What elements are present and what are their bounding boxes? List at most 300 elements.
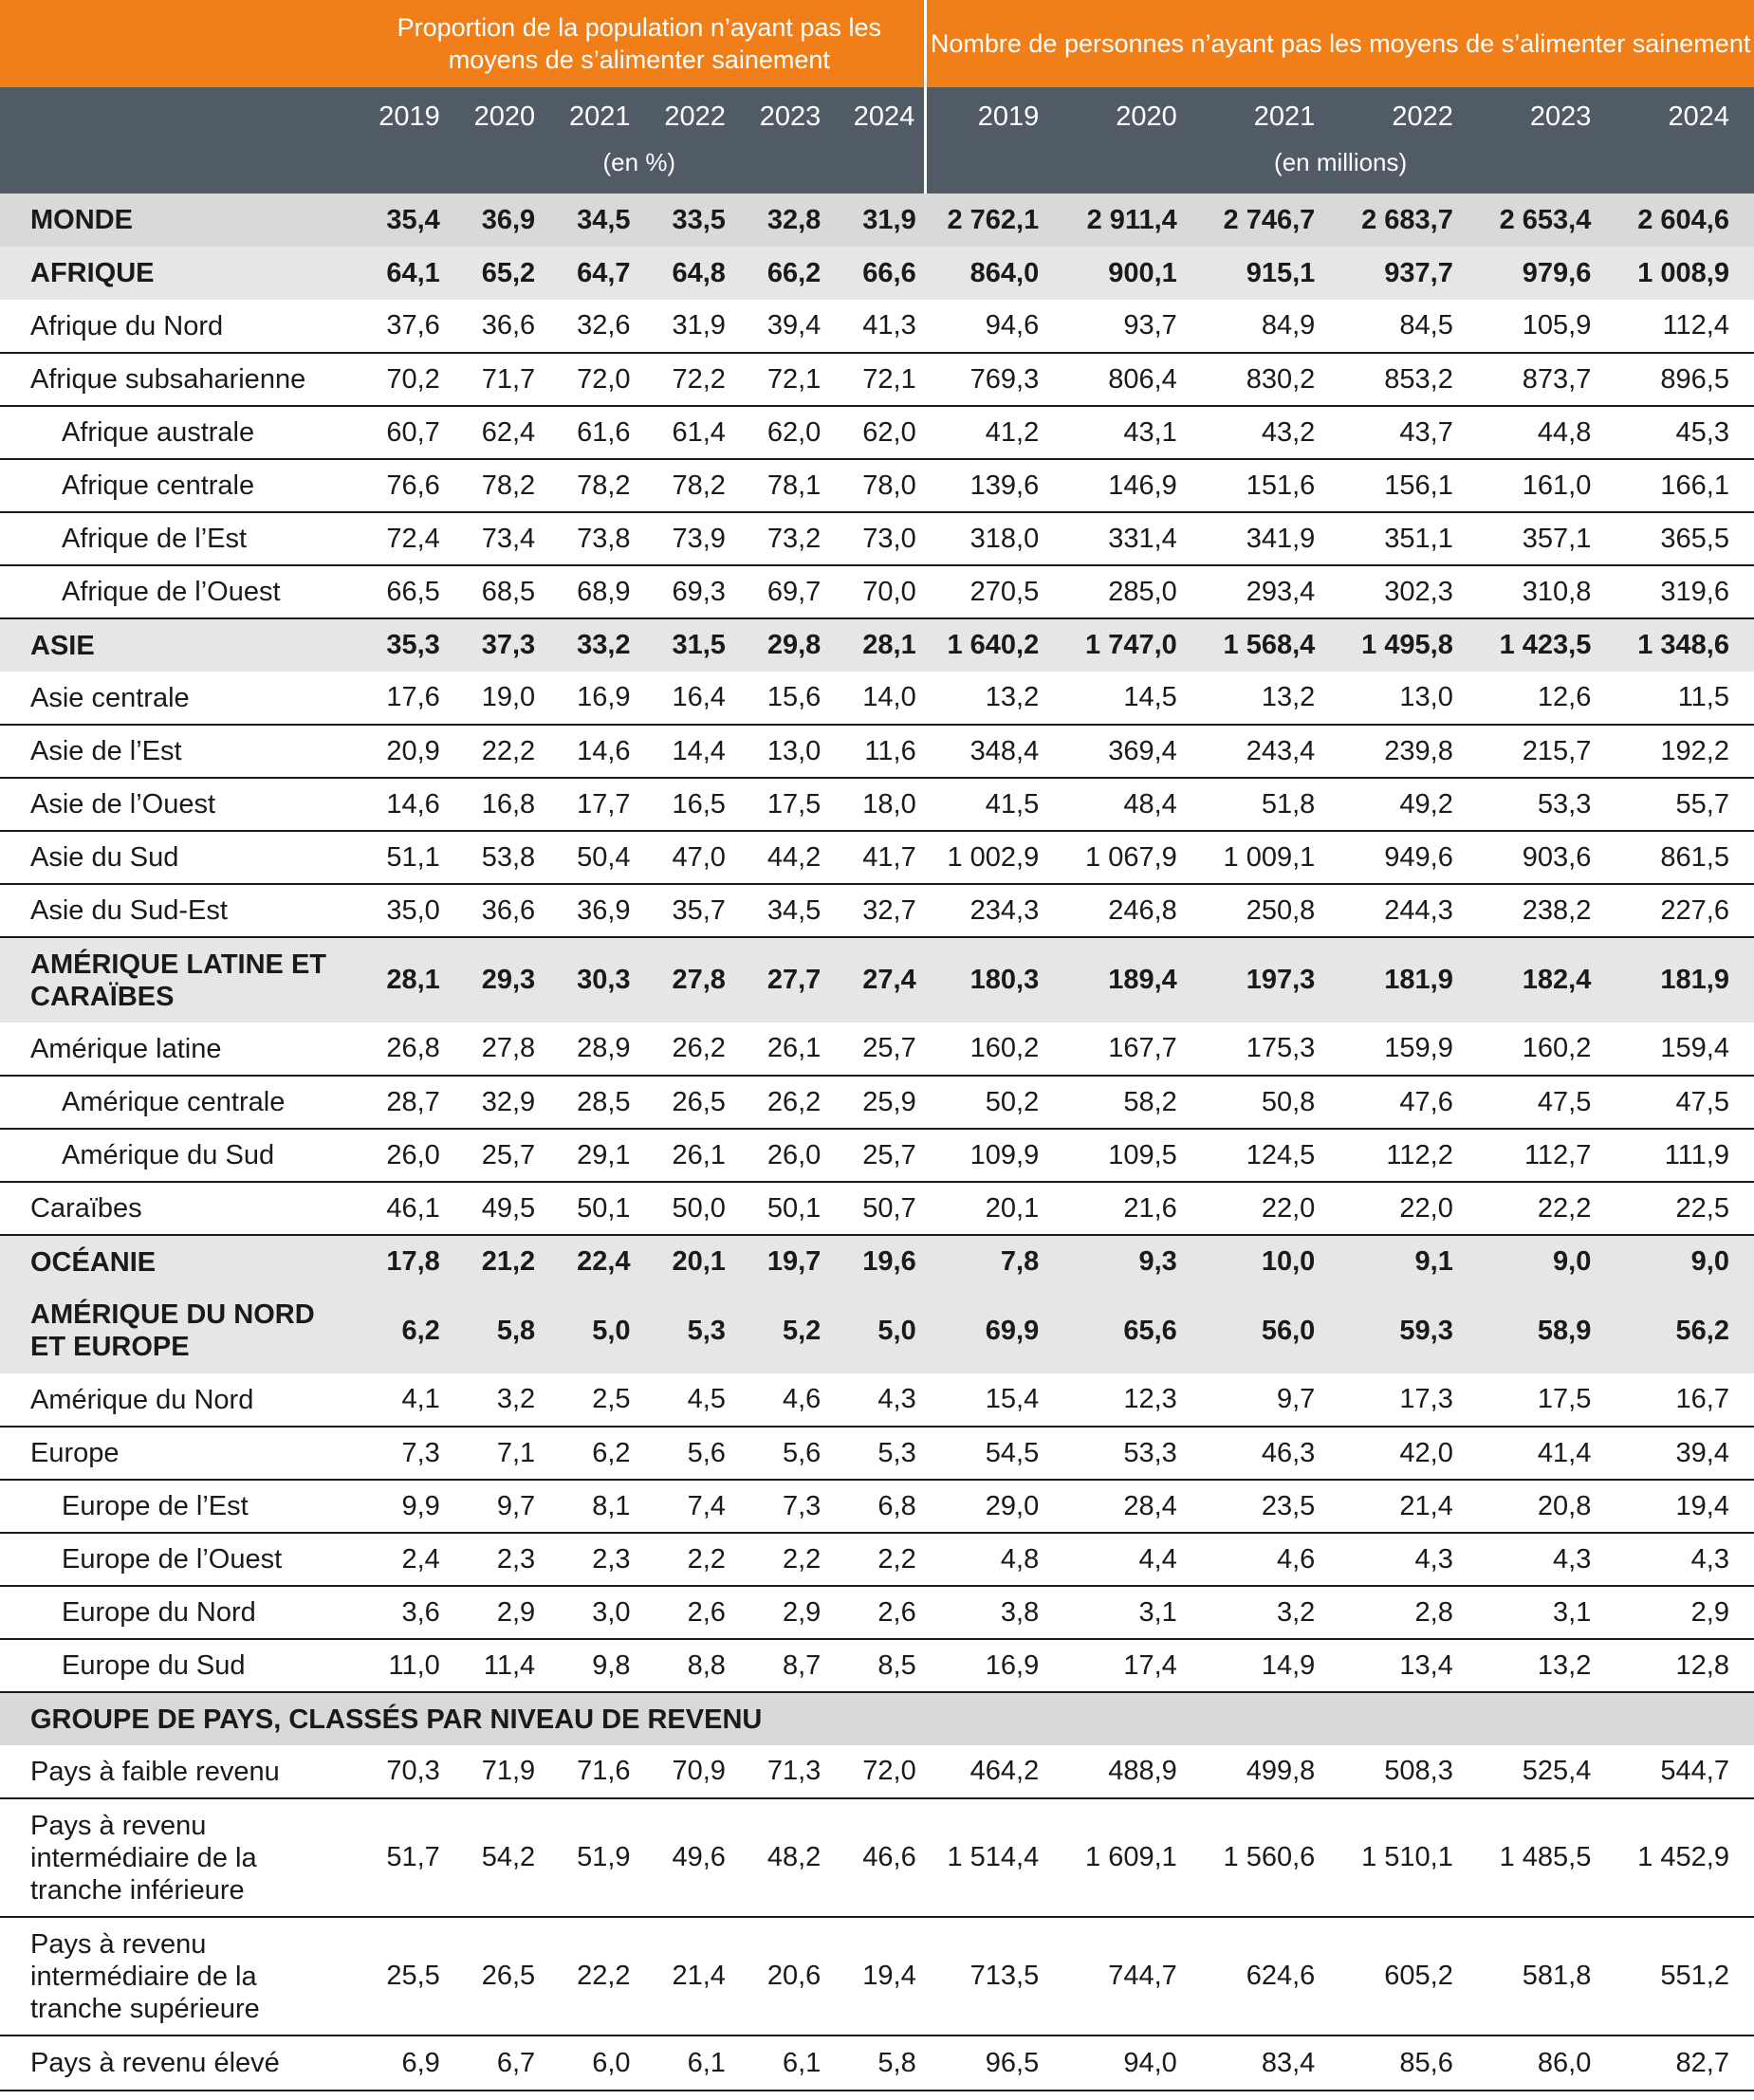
millions-cell: 29,0 [926,1480,1064,1533]
header-blank-cell [0,0,354,87]
millions-cell: 55,7 [1616,778,1754,831]
millions-cell: 22,0 [1202,1182,1340,1235]
percent-cell: 11,6 [830,725,925,778]
millions-cell: 896,5 [1616,353,1754,406]
millions-cell: 1 067,9 [1063,831,1202,884]
millions-cell: 2 746,7 [1202,193,1340,247]
millions-cell: 192,2 [1616,725,1754,778]
row-label: Amérique du Nord [0,1373,354,1427]
percent-cell: 7,4 [640,1480,735,1533]
percent-cell: 5,8 [450,1288,545,1373]
percent-cell: 31,9 [830,193,925,247]
table-row [0,459,1754,512]
millions-cell: 13,2 [1478,1639,1616,1692]
percent-cell: 73,8 [545,512,639,565]
table-row [0,884,1754,937]
percent-cell: 32,7 [830,884,925,937]
row-label: Afrique australe [0,406,354,459]
table-row [0,1235,1754,1288]
millions-cell: 215,7 [1478,725,1616,778]
millions-cell: 53,3 [1063,1427,1202,1480]
percent-cell: 72,1 [830,353,925,406]
percent-cell: 2,5 [545,1373,639,1427]
percent-cell: 16,4 [640,672,735,725]
percent-cell: 71,9 [450,1745,545,1798]
millions-cell: 1 514,4 [926,1798,1064,1917]
millions-cell: 1 560,6 [1202,1798,1340,1917]
row-label: Europe de l’Est [0,1480,354,1533]
percent-cell: 78,0 [830,459,925,512]
percent-cell: 4,5 [640,1373,735,1427]
millions-cell: 915,1 [1202,247,1340,300]
millions-cell: 45,3 [1616,406,1754,459]
table-row [0,1076,1754,1129]
millions-cell: 151,6 [1202,459,1340,512]
percent-cell: 11,0 [354,1639,449,1692]
millions-cell: 43,1 [1063,406,1202,459]
millions-cell: 1 485,5 [1478,1798,1616,1917]
millions-cell: 348,4 [926,725,1064,778]
millions-cell: 22,2 [1478,1182,1616,1235]
percent-cell: 33,2 [545,618,639,672]
percent-cell: 2,9 [450,1586,545,1639]
percent-cell: 62,0 [830,406,925,459]
percent-cell: 32,9 [450,1076,545,1129]
millions-cell: 111,9 [1616,1129,1754,1182]
table-row [0,1692,1754,1745]
millions-cell: 246,8 [1063,884,1202,937]
percent-cell: 35,4 [354,193,449,247]
percent-cell: 28,9 [545,1022,639,1076]
millions-cell: 4,4 [1063,1533,1202,1586]
row-label: OCÉANIE [0,1235,354,1288]
percent-cell: 28,5 [545,1076,639,1129]
millions-cell: 1 002,9 [926,831,1064,884]
percent-cell: 31,5 [640,618,735,672]
millions-cell: 175,3 [1202,1022,1340,1076]
millions-cell: 949,6 [1339,831,1478,884]
percent-cell: 34,5 [545,193,639,247]
percent-cell: 53,8 [450,831,545,884]
millions-cell: 50,8 [1202,1076,1340,1129]
millions-cell: 357,1 [1478,512,1616,565]
millions-cell: 48,4 [1063,778,1202,831]
millions-cell: 2 683,7 [1339,193,1478,247]
millions-cell: 14,5 [1063,672,1202,725]
percent-cell: 78,2 [450,459,545,512]
percent-cell: 2,3 [545,1533,639,1586]
table-row [0,247,1754,300]
percent-cell: 25,9 [830,1076,925,1129]
percent-cell: 19,7 [735,1235,830,1288]
millions-cell: 1 452,9 [1616,1798,1754,1917]
millions-cell: 3,8 [926,1586,1064,1639]
percent-cell: 27,8 [450,1022,545,1076]
percent-cell: 19,0 [450,672,545,725]
percent-cell: 26,1 [735,1022,830,1076]
percent-cell: 6,2 [354,1288,449,1373]
millions-cell: 82,7 [1616,2036,1754,2091]
percent-cell: 26,2 [735,1076,830,1129]
millions-cell: 47,6 [1339,1076,1478,1129]
percent-cell: 78,2 [640,459,735,512]
millions-cell: 605,2 [1339,1917,1478,2036]
row-label: Asie centrale [0,672,354,725]
millions-cell: 12,3 [1063,1373,1202,1427]
percent-cell: 66,6 [830,247,925,300]
millions-cell: 903,6 [1478,831,1616,884]
year-header-pct: 2024 [830,87,925,146]
millions-cell: 2,9 [1616,1586,1754,1639]
millions-cell: 21,4 [1339,1480,1478,1533]
millions-cell: 41,5 [926,778,1064,831]
percent-cell: 22,2 [545,1917,639,2036]
millions-cell: 873,7 [1478,353,1616,406]
percent-cell: 3,2 [450,1373,545,1427]
millions-cell: 13,2 [926,672,1064,725]
millions-cell: 19,4 [1616,1480,1754,1533]
row-label: Europe [0,1427,354,1480]
millions-cell: 244,3 [1339,884,1478,937]
percent-cell: 5,0 [545,1288,639,1373]
millions-cell: 16,9 [926,1639,1064,1692]
year-header-num: 2019 [926,87,1064,146]
percent-cell: 5,3 [830,1427,925,1480]
header-blank-cell [0,146,354,193]
percent-cell: 47,0 [640,831,735,884]
header-blank-cell [0,87,354,146]
percent-cell: 48,2 [735,1798,830,1917]
millions-cell: 318,0 [926,512,1064,565]
millions-cell: 9,3 [1063,1235,1202,1288]
percent-cell: 11,4 [450,1639,545,1692]
percent-cell: 49,6 [640,1798,735,1917]
percent-cell: 5,0 [830,1288,925,1373]
percent-cell: 26,0 [354,1129,449,1182]
percent-cell: 5,6 [735,1427,830,1480]
millions-cell: 4,6 [1202,1533,1340,1586]
percent-cell: 29,8 [735,618,830,672]
row-label: Pays à revenu élevé [0,2036,354,2091]
percent-cell: 69,7 [735,565,830,618]
row-label: GROUPE DE PAYS, CLASSÉS PAR NIVEAU DE REVENU [0,1692,1754,1745]
percent-cell: 17,6 [354,672,449,725]
row-label: Caraïbes [0,1182,354,1235]
row-label: Afrique centrale [0,459,354,512]
millions-cell: 105,9 [1478,300,1616,353]
percent-cell: 51,1 [354,831,449,884]
table-row [0,1182,1754,1235]
percent-cell: 78,1 [735,459,830,512]
percent-cell: 30,3 [545,937,639,1022]
percent-cell: 28,1 [354,937,449,1022]
row-label: AMÉRIQUE LATINE ET CARAÏBES [0,937,354,1022]
millions-cell: 331,4 [1063,512,1202,565]
percent-cell: 4,3 [830,1373,925,1427]
percent-cell: 6,9 [354,2036,449,2091]
percent-cell: 16,9 [545,672,639,725]
millions-cell: 1 423,5 [1478,618,1616,672]
percent-cell: 41,3 [830,300,925,353]
millions-cell: 2,8 [1339,1586,1478,1639]
millions-cell: 112,4 [1616,300,1754,353]
unit-millions-label: (en millions) [926,146,1754,193]
percent-cell: 6,0 [545,2036,639,2091]
millions-cell: 96,5 [926,2036,1064,2091]
millions-cell: 112,7 [1478,1129,1616,1182]
percent-cell: 5,2 [735,1288,830,1373]
percent-cell: 60,7 [354,406,449,459]
millions-cell: 1 348,6 [1616,618,1754,672]
percent-cell: 26,8 [354,1022,449,1076]
millions-cell: 181,9 [1339,937,1478,1022]
millions-cell: 156,1 [1339,459,1478,512]
percent-cell: 2,4 [354,1533,449,1586]
row-label: Afrique du Nord [0,300,354,353]
table-row [0,1427,1754,1480]
millions-cell: 9,0 [1616,1235,1754,1288]
millions-cell: 23,5 [1202,1480,1340,1533]
millions-cell: 21,6 [1063,1182,1202,1235]
millions-cell: 20,8 [1478,1480,1616,1533]
millions-cell: 17,4 [1063,1639,1202,1692]
millions-cell: 22,0 [1339,1182,1478,1235]
table-row [0,193,1754,247]
percent-cell: 14,6 [354,778,449,831]
proportion-group-header: Proportion de la population n’ayant pas les moyens de s’alimenter sainement [354,0,925,87]
millions-cell: 861,5 [1616,831,1754,884]
millions-cell: 58,9 [1478,1288,1616,1373]
millions-cell: 1 008,9 [1616,247,1754,300]
millions-cell: 180,3 [926,937,1064,1022]
millions-cell: 13,0 [1339,672,1478,725]
millions-cell: 12,6 [1478,672,1616,725]
millions-cell: 12,8 [1616,1639,1754,1692]
millions-cell: 713,5 [926,1917,1064,2036]
millions-cell: 937,7 [1339,247,1478,300]
percent-cell: 17,5 [735,778,830,831]
percent-cell: 7,1 [450,1427,545,1480]
millions-cell: 43,7 [1339,406,1478,459]
percent-cell: 50,4 [545,831,639,884]
millions-cell: 1 747,0 [1063,618,1202,672]
year-header-num: 2022 [1339,87,1478,146]
millions-cell: 39,4 [1616,1427,1754,1480]
millions-cell: 85,6 [1339,2036,1478,2091]
millions-cell: 139,6 [926,459,1064,512]
millions-cell: 9,7 [1202,1373,1340,1427]
millions-cell: 4,3 [1339,1533,1478,1586]
percent-cell: 9,8 [545,1639,639,1692]
percent-cell: 22,2 [450,725,545,778]
percent-cell: 39,4 [735,300,830,353]
percent-cell: 61,4 [640,406,735,459]
row-label: AFRIQUE [0,247,354,300]
millions-cell: 806,4 [1063,353,1202,406]
percent-cell: 25,7 [830,1022,925,1076]
percent-cell: 44,2 [735,831,830,884]
millions-cell: 160,2 [1478,1022,1616,1076]
row-label: Asie de l’Ouest [0,778,354,831]
percent-cell: 72,0 [830,1745,925,1798]
percent-cell: 36,6 [450,884,545,937]
millions-cell: 508,3 [1339,1745,1478,1798]
percent-cell: 26,0 [735,1129,830,1182]
row-label: Asie du Sud-Est [0,884,354,937]
year-header-pct: 2023 [735,87,830,146]
table-row [0,618,1754,672]
percent-cell: 19,6 [830,1235,925,1288]
percent-cell: 22,4 [545,1235,639,1288]
percent-cell: 26,5 [450,1917,545,2036]
percent-cell: 69,3 [640,565,735,618]
millions-cell: 59,3 [1339,1288,1478,1373]
percent-cell: 36,9 [450,193,545,247]
percent-cell: 64,7 [545,247,639,300]
percent-cell: 31,9 [640,300,735,353]
row-label: Pays à revenu intermédiaire de la tranche inférieure [0,1798,354,1917]
millions-cell: 49,2 [1339,778,1478,831]
millions-cell: 243,4 [1202,725,1340,778]
percent-cell: 2,6 [640,1586,735,1639]
millions-cell: 28,4 [1063,1480,1202,1533]
year-header-num: 2023 [1478,87,1616,146]
percent-cell: 5,6 [640,1427,735,1480]
millions-cell: 50,2 [926,1076,1064,1129]
table-row [0,406,1754,459]
percent-cell: 14,4 [640,725,735,778]
table-row [0,725,1754,778]
millions-cell: 238,2 [1478,884,1616,937]
millions-cell: 2 653,4 [1478,193,1616,247]
percent-cell: 21,2 [450,1235,545,1288]
millions-cell: 341,9 [1202,512,1340,565]
percent-cell: 8,1 [545,1480,639,1533]
millions-cell: 159,4 [1616,1022,1754,1076]
number-group-header: Nombre de personnes n’ayant pas les moyens de s’alimenter sainement [926,0,1754,87]
millions-cell: 22,5 [1616,1182,1754,1235]
percent-cell: 76,6 [354,459,449,512]
millions-cell: 17,5 [1478,1373,1616,1427]
percent-cell: 6,8 [830,1480,925,1533]
millions-cell: 3,1 [1478,1586,1616,1639]
millions-cell: 146,9 [1063,459,1202,512]
row-label: Asie du Sud [0,831,354,884]
millions-cell: 2 762,1 [926,193,1064,247]
percent-cell: 50,1 [735,1182,830,1235]
row-label: Amérique centrale [0,1076,354,1129]
percent-cell: 8,8 [640,1639,735,1692]
group-header-row [0,0,1754,87]
row-label: Afrique subsaharienne [0,353,354,406]
millions-cell: 93,7 [1063,300,1202,353]
percent-cell: 26,5 [640,1076,735,1129]
millions-cell: 83,4 [1202,2036,1340,2091]
row-label: Pays à revenu intermédiaire de la tranche supérieure [0,1917,354,2036]
percent-cell: 14,0 [830,672,925,725]
percent-cell: 3,0 [545,1586,639,1639]
millions-cell: 293,4 [1202,565,1340,618]
millions-cell: 624,6 [1202,1917,1340,2036]
millions-cell: 7,8 [926,1235,1064,1288]
percent-cell: 36,6 [450,300,545,353]
millions-cell: 310,8 [1478,565,1616,618]
percent-cell: 6,7 [450,2036,545,2091]
percent-cell: 6,2 [545,1427,639,1480]
millions-cell: 43,2 [1202,406,1340,459]
millions-cell: 13,2 [1202,672,1340,725]
percent-cell: 26,2 [640,1022,735,1076]
millions-cell: 124,5 [1202,1129,1340,1182]
table-row [0,1022,1754,1076]
millions-cell: 11,5 [1616,672,1754,725]
percent-cell: 2,9 [735,1586,830,1639]
percent-cell: 14,6 [545,725,639,778]
percent-cell: 2,3 [450,1533,545,1586]
percent-cell: 32,8 [735,193,830,247]
millions-cell: 4,3 [1616,1533,1754,1586]
millions-cell: 58,2 [1063,1076,1202,1129]
millions-cell: 161,0 [1478,459,1616,512]
percent-cell: 50,7 [830,1182,925,1235]
percent-cell: 50,0 [640,1182,735,1235]
row-label: Europe du Nord [0,1586,354,1639]
millions-cell: 44,8 [1478,406,1616,459]
millions-cell: 1 568,4 [1202,618,1340,672]
millions-cell: 4,8 [926,1533,1064,1586]
percent-cell: 28,7 [354,1076,449,1129]
percent-cell: 5,8 [830,2036,925,2091]
millions-cell: 13,4 [1339,1639,1478,1692]
row-label: AMÉRIQUE DU NORD ET EUROPE [0,1288,354,1373]
percent-cell: 51,7 [354,1798,449,1917]
percent-cell: 37,3 [450,618,545,672]
millions-cell: 1 495,8 [1339,618,1478,672]
percent-cell: 54,2 [450,1798,545,1917]
table-row [0,1288,1754,1373]
percent-cell: 6,1 [640,2036,735,2091]
percent-cell: 78,2 [545,459,639,512]
percent-cell: 62,0 [735,406,830,459]
percent-cell: 33,5 [640,193,735,247]
table-row [0,1745,1754,1798]
millions-cell: 525,4 [1478,1745,1616,1798]
millions-cell: 285,0 [1063,565,1202,618]
millions-cell: 181,9 [1616,937,1754,1022]
millions-cell: 853,2 [1339,353,1478,406]
percent-cell: 68,5 [450,565,545,618]
percent-cell: 16,8 [450,778,545,831]
unit-header-row [0,146,1754,193]
percent-cell: 4,6 [735,1373,830,1427]
millions-cell: 42,0 [1339,1427,1478,1480]
millions-cell: 270,5 [926,565,1064,618]
row-label: Afrique de l’Est [0,512,354,565]
millions-cell: 54,5 [926,1427,1064,1480]
millions-cell: 167,7 [1063,1022,1202,1076]
percent-cell: 3,6 [354,1586,449,1639]
percent-cell: 37,6 [354,300,449,353]
percent-cell: 72,1 [735,353,830,406]
row-label: Asie de l’Est [0,725,354,778]
percent-cell: 73,2 [735,512,830,565]
millions-cell: 351,1 [1339,512,1478,565]
millions-cell: 197,3 [1202,937,1340,1022]
millions-cell: 744,7 [1063,1917,1202,2036]
percent-cell: 19,4 [830,1917,925,2036]
percent-cell: 27,7 [735,937,830,1022]
percent-cell: 64,1 [354,247,449,300]
